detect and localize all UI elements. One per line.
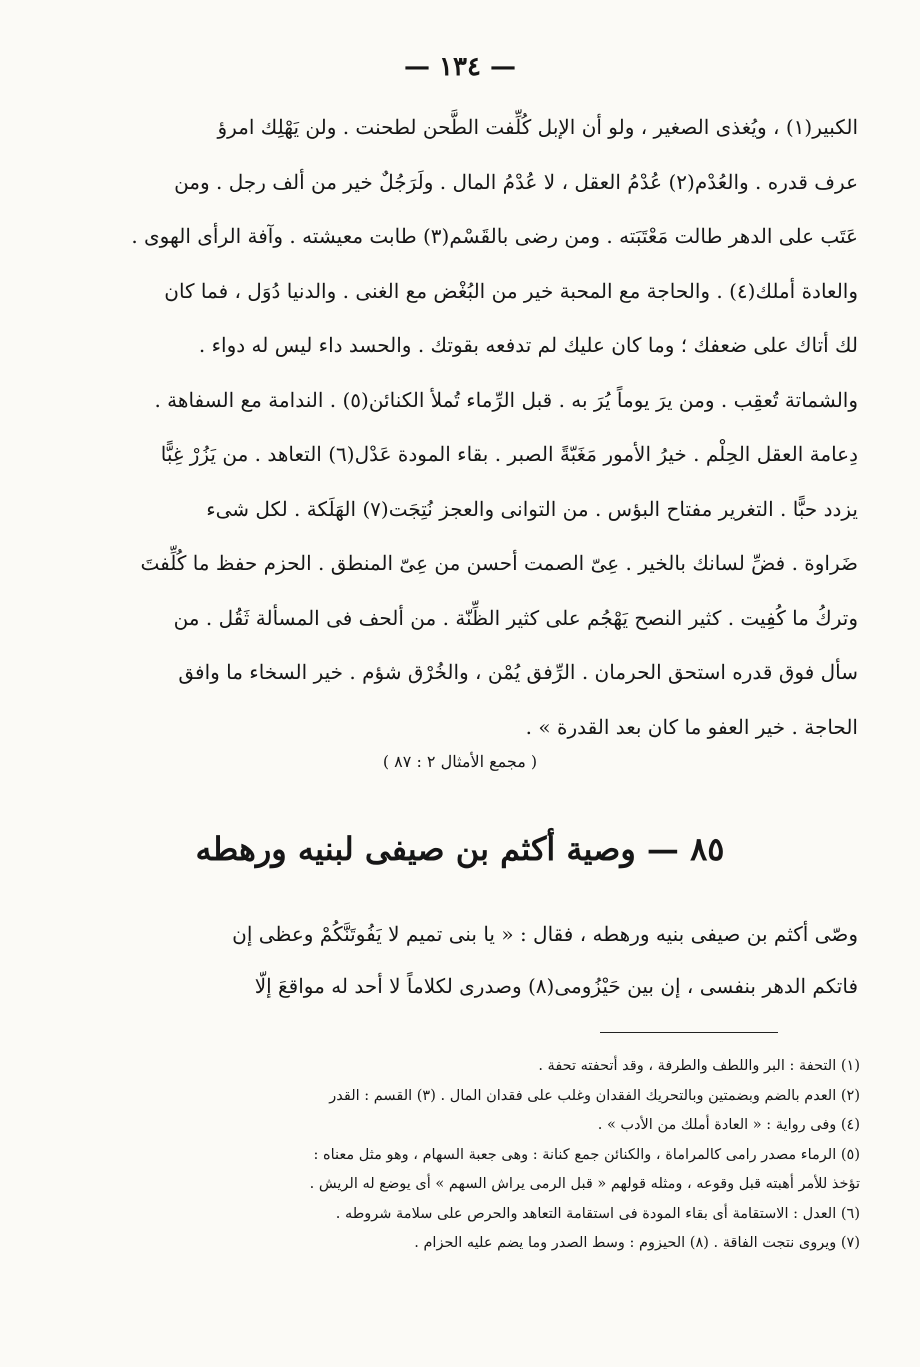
text-line: وصّى أكثم بن صيفى بنيه ورهطه ، فقال : « يا بنى تميم لا يَفُوتَنَّكُمْ وعظى إن xyxy=(232,922,858,946)
text-line: والعادة أملك(٤) . والحاجة مع المحبة خير من البُغْض مع الغنى . والدنيا دُوَل ، فما كان xyxy=(164,278,858,303)
footnote: (٥) الرماء مصدر رامى كالمراماة ، والكنائن جمع كنانة : وهى جعبة السهام ، وهو مثل معناه : xyxy=(313,1146,860,1163)
footnote-divider xyxy=(600,1032,778,1033)
text-line: يزدد حبًّا . التغرير مفتاح البؤس . من التوانى والعجز نُتِجَت(٧) الهَلَكة . لكل شىء xyxy=(206,496,858,521)
footnote: (٢) العدم بالضم وبضمتين وبالتحريك الفقدان وغلب على فقدان المال . (٣) القسم : القدر xyxy=(329,1087,860,1104)
text-line: الكبير(١) ، ويُغذى الصغير ، ولو أن الإبل كُلِّفت الطَّحن لطحنت . ولن يَهْلِك امرؤ xyxy=(217,115,858,139)
text-line: وتركُ ما كُفِيت . كثير النصح يَهْجُم على كثير الظِّنّة . من ألحف فى المسألة ثَقُل . من xyxy=(173,605,858,630)
section-text xyxy=(64,908,858,1012)
footnote: (٦) العدل : الاستقامة أى بقاء المودة فى استقامة التعاهد والحرص على سلامة شروطه . xyxy=(335,1205,860,1222)
section-title: ٨٥ — وصية أكثم بن صيفى لبنيه ورهطه xyxy=(195,830,725,868)
footnote: (١) التحفة : البر واللطف والطرفة ، وقد أتحفته تحفة . xyxy=(538,1058,860,1074)
footnote: (٧) ويروى نتجت الفاقة . (٨) الحيزوم : وسط الصدر وما يضم عليه الحزام . xyxy=(414,1235,860,1251)
text-line: الحاجة . خير العفو ما كان بعد القدرة » . xyxy=(525,714,858,739)
text-line: سأل فوق قدره استحق الحرمان . الرِّفق يُمْن ، والخُرْق شؤم . خير السخاء ما وافق xyxy=(178,660,858,684)
text-line: ضَراوة . فضِّ لسانك بالخير . عِىّ الصمت أحسن من عِىّ المنطق . الحزم حفظ ما كُلِّفتَ xyxy=(140,551,858,575)
text-line: لك أتاك على ضعفك ؛ وما كان عليك لم تدفعه بقوتك . والحسد داء ليس له دواء . xyxy=(198,333,858,357)
text-line: فاتكم الدهر بنفسى ، إن بين حَيْزُومى(٨) وصدرى لكلاماً لا أحد له مواقعَ إلّا xyxy=(254,974,858,998)
footnotes xyxy=(60,1052,860,1259)
source-citation: ( مجمع الأمثال ٢ : ٨٧ ) xyxy=(382,752,538,771)
page-number: — ١٣٤ — xyxy=(403,52,517,82)
text-line: والشماتة تُعقِب . ومن يرَ يوماً يُرَ به . قبل الرِّماء تُملأ الكنائن(٥) . الندامة مع السفاهة . xyxy=(154,387,858,412)
text-line: دِعامة العقل الحِلْم . خيرُ الأمور مَغَبّةً الصبر . بقاء المودة عَدْل(٦) التعاهد . من يَزُرْ غِبًّا xyxy=(160,442,858,466)
footnote-continuation: تؤخذ للأمر أهبته قبل وقوعه ، ومثله قولهم « قبل الرمى يراش السهم » أى يوضع له الريش . xyxy=(309,1176,860,1192)
body-text xyxy=(64,100,858,754)
text-line: عرف قدره . والعُدْم(٢) عُدْمُ العقل ، لا عُدْمُ المال . ولَرَجُلٌ خير من ألف رجل . ومن xyxy=(174,169,858,194)
footnote: (٤) وفى رواية : « العادة أملك من الأدب » . xyxy=(597,1117,860,1133)
text-line: عَتَب على الدهر طالت مَعْتَبَته . ومن رضى بالقَسْم(٣) طابت معيشته . وآفة الرأى الهوى . xyxy=(131,224,858,248)
